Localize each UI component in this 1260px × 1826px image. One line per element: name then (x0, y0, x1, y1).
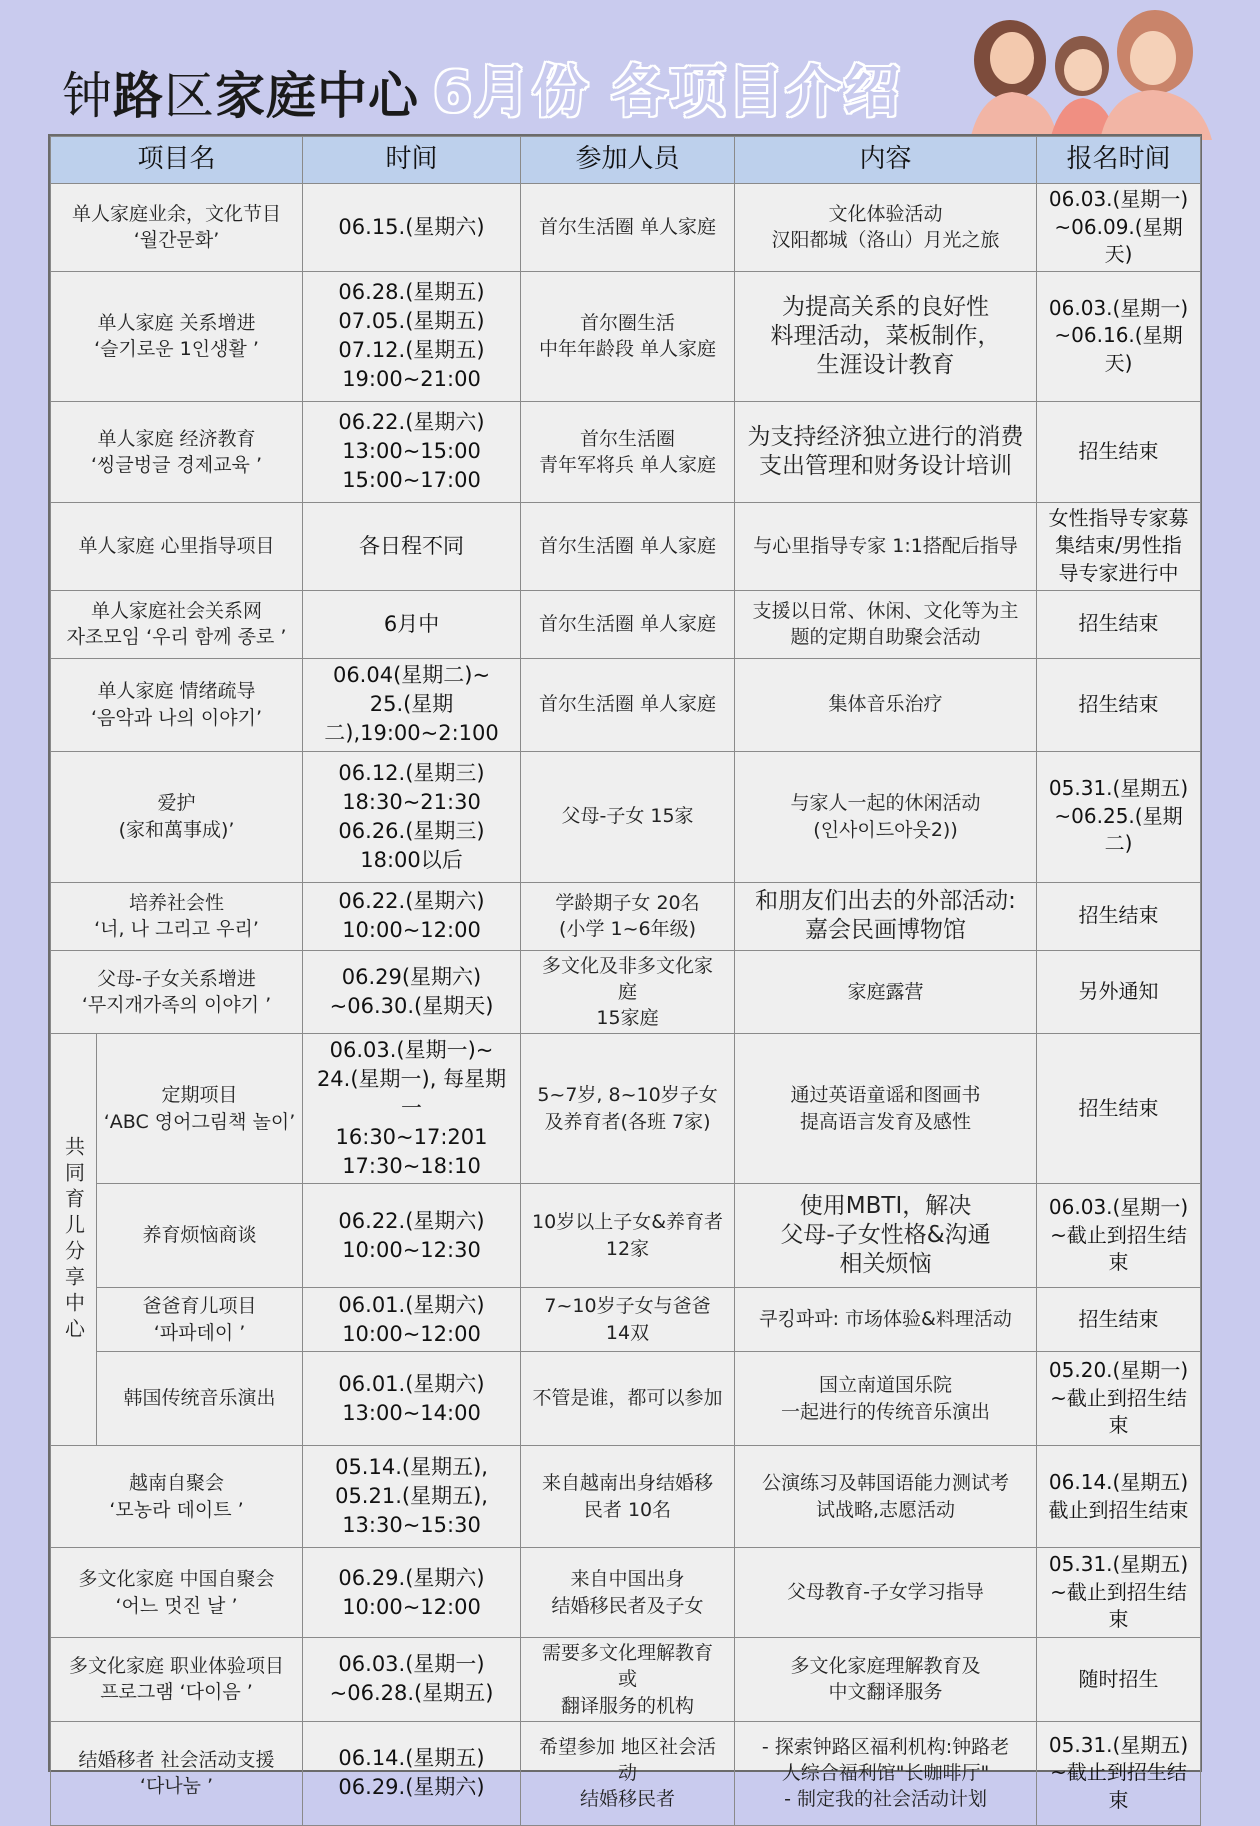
table-row (51, 950, 1201, 1034)
program-name-cell-line: 자조모임 ‘우리 함께 종로 ’ (66, 626, 287, 649)
program-name-cell-line: 单人家庭社会关系网 (91, 599, 263, 622)
program-name-cell (51, 502, 303, 590)
participants-cell-line: 12家 (605, 1237, 650, 1260)
time-cell-line: 10:00~12:30 (342, 1237, 481, 1262)
participants-cell-line: 7~10岁子女与爸爸 (544, 1295, 711, 1318)
program-name-cell (51, 950, 303, 1034)
content-cell-line: 国立南道国乐院 (819, 1374, 953, 1397)
registration-cell-line: ~截止到招生结 (1050, 1579, 1187, 1604)
time-cell-line: 06.22.(星期六) (338, 889, 485, 914)
participants-cell-line: 希望参加 地区社会活 (538, 1735, 717, 1758)
content-cell-line: 相关烦恼 (839, 1250, 932, 1277)
time-cell-line: 06.22.(星期六) (338, 1208, 485, 1233)
participants-cell-line: 首尔生活圈 单人家庭 (538, 216, 717, 239)
registration-cell (1037, 1548, 1201, 1638)
registration-cell-line: 06.03.(星期一) (1048, 295, 1189, 320)
col-header-time: 时间 (303, 137, 521, 184)
participants-cell (521, 1721, 735, 1825)
content-cell-line: 为支持经济独立进行的消费 (747, 424, 1024, 451)
time-cell (303, 1034, 521, 1184)
program-name-cell (51, 1548, 303, 1638)
col-header-content: 内容 (735, 137, 1037, 184)
program-table (50, 136, 1201, 1826)
program-name-cell-line: ‘음악과 나의 이야기’ (91, 706, 262, 729)
time-cell (303, 1288, 521, 1352)
table-row (51, 1352, 1201, 1446)
participants-cell (521, 950, 735, 1034)
participants-cell (521, 401, 735, 502)
registration-cell-line: 招生结束 (1078, 1095, 1159, 1120)
time-cell-line: 10:00~12:00 (342, 1321, 481, 1346)
participants-cell-line: (小学 1~6年级) (559, 918, 696, 941)
registration-cell-line: 集结束/男性指 (1055, 533, 1182, 558)
registration-cell-line: 05.31.(星期五) (1048, 776, 1189, 801)
participants-cell (521, 882, 735, 950)
registration-cell-line: 束 (1108, 1413, 1129, 1438)
table-row (51, 590, 1201, 658)
registration-cell (1037, 502, 1201, 590)
program-name-cell-line: 单人家庭 心里指导项目 (78, 535, 275, 558)
content-cell-line: 人综合福利馆"长咖啡厅" (781, 1762, 990, 1785)
content-cell (735, 1184, 1037, 1288)
time-cell-line: 24.(星期一), 每星期一 (316, 1067, 507, 1121)
time-cell-line: 06.14.(星期五) (338, 1746, 485, 1771)
registration-cell (1037, 401, 1201, 502)
time-cell-line: 各日程不同 (359, 533, 465, 558)
time-cell-line: 06.15.(星期六) (338, 214, 485, 239)
participants-cell-line: 父母-子女 15家 (561, 805, 694, 828)
content-cell (735, 590, 1037, 658)
content-cell (735, 1288, 1037, 1352)
content-cell (735, 751, 1037, 882)
time-cell-line: 06.12.(星期三) (338, 760, 485, 785)
table-row (51, 1288, 1201, 1352)
participants-cell (521, 1352, 735, 1446)
participants-cell-line: 结婚移民者 (580, 1788, 676, 1811)
participants-cell-line: 及养育者(各班 7家) (544, 1110, 711, 1133)
time-cell (303, 1352, 521, 1446)
program-name-cell-line: 结婚移者 社会活动支援 (78, 1749, 275, 1771)
registration-cell-line: 女性指导专家募 (1048, 505, 1189, 530)
title-district (62, 56, 419, 128)
program-name-cell (51, 271, 303, 401)
participants-cell-line: 首尔生活圈 (580, 427, 676, 450)
program-name-cell-line: 프로그램 ‘다이음 ’ (100, 1681, 253, 1704)
registration-cell-line: 束 (1108, 1607, 1129, 1632)
program-name-cell (51, 1721, 303, 1825)
content-cell-line: 题的定期自助聚会活动 (790, 626, 981, 649)
participants-cell (521, 1548, 735, 1638)
participants-cell (521, 271, 735, 401)
table-row (51, 1034, 1201, 1184)
content-cell-line: 料理活动，菜板制作， (770, 322, 1001, 349)
page-title (62, 38, 901, 128)
table-row (51, 1638, 1201, 1722)
participants-cell-line: 结婚移民者及子女 (551, 1594, 704, 1617)
time-cell-line: 13:30~15:30 (342, 1513, 481, 1538)
program-name-cell-line: 多文化家庭 中国自聚会 (78, 1568, 275, 1591)
time-cell (303, 658, 521, 751)
registration-cell-line: 束 (1108, 1250, 1129, 1275)
program-name-cell (97, 1034, 303, 1184)
table-row (51, 751, 1201, 882)
program-name-cell-line: ‘무지개가족의 이야기 ’ (81, 993, 272, 1016)
program-name-cell-line: 养育烦恼商谈 (142, 1224, 257, 1247)
content-cell-line: 支出管理和财务设计培训 (759, 452, 1013, 479)
time-cell (303, 1446, 521, 1548)
registration-cell-line: ~06.16.(星期天) (1054, 323, 1183, 376)
participants-cell-line: 14双 (605, 1321, 650, 1344)
time-cell-line: 10:00~12:00 (342, 1594, 481, 1619)
program-name-cell-line: 培养社会性 (129, 891, 225, 914)
content-cell-line: (인사이드아웃2)) (813, 818, 958, 841)
program-name-cell-line: 单人家庭 关系增进 (97, 312, 256, 335)
time-cell-line: 07.12.(星期五) (338, 338, 485, 363)
col-header-participants: 参加人员 (521, 137, 735, 184)
time-cell (303, 1638, 521, 1722)
program-name-cell (97, 1352, 303, 1446)
program-name-cell-line: ‘씽글벙글 경제교육 ’ (91, 453, 262, 476)
participants-cell (521, 751, 735, 882)
registration-cell (1037, 184, 1201, 272)
registration-cell-line: 另外通知 (1078, 979, 1159, 1004)
registration-cell-line: ~截止到招生结 (1050, 1222, 1187, 1247)
table-row (51, 882, 1201, 950)
content-cell-line: 公演练习及韩国语能力测试考 (762, 1472, 1010, 1495)
participants-cell (521, 502, 735, 590)
content-cell-line: 家庭露营 (847, 980, 924, 1003)
table-row (51, 271, 1201, 401)
participants-cell-line: 或 (618, 1668, 638, 1691)
participants-cell-line: 民者 10名 (583, 1498, 672, 1521)
participants-cell (521, 1184, 735, 1288)
registration-cell-line: 截止到招生结束 (1048, 1497, 1189, 1522)
time-cell-line: 05.14.(星期五), (335, 1455, 488, 1480)
content-cell-line: 与家人一起的休闲活动 (790, 792, 981, 815)
content-cell-line: 쿠킹파파: 市场体验&料理活动 (759, 1308, 1012, 1331)
program-name-cell-line: 单人家庭 经济教育 (97, 427, 256, 450)
time-cell-line: 06.28.(星期五) (338, 280, 485, 305)
program-name-cell-line: ‘다나눔 ’ (139, 1775, 214, 1798)
program-name-cell-line: 越南自聚会 (129, 1472, 225, 1495)
content-cell (735, 502, 1037, 590)
content-cell-line: 父母-子女性格&沟通 (780, 1222, 991, 1249)
participants-cell-line: 首尔圈生活 (580, 312, 676, 335)
registration-cell-line: ~06.25.(星期二) (1054, 803, 1183, 856)
participants-cell-line: 庭 (618, 980, 638, 1003)
program-name-cell-line: 爱护 (157, 792, 196, 815)
registration-cell-line: ~06.09.(星期天) (1054, 214, 1183, 267)
program-name-cell-line: ‘모농라 데이트 ’ (109, 1498, 244, 1521)
registration-cell (1037, 751, 1201, 882)
time-cell-line: 13:00~15:00 (342, 439, 481, 464)
table-row (51, 401, 1201, 502)
title-char-3: 区 (164, 67, 215, 125)
program-name-cell-line: 父母-子女关系增进 (97, 967, 256, 990)
content-cell-line: 父母教育-子女学习指导 (787, 1581, 984, 1604)
participants-cell (521, 1446, 735, 1548)
registration-cell (1037, 1638, 1201, 1722)
participants-cell-line: 10岁以上子女&养育者 (532, 1211, 724, 1234)
content-cell (735, 1034, 1037, 1184)
registration-cell-line: 束 (1108, 1788, 1129, 1813)
title-subtitle: 6月份 各项目介绍 (433, 60, 902, 125)
registration-cell (1037, 1288, 1201, 1352)
program-name-cell (51, 882, 303, 950)
time-cell-line: 06.22.(星期六) (338, 410, 485, 435)
participants-cell-line: 15家庭 (596, 1007, 659, 1029)
registration-cell (1037, 1034, 1201, 1184)
participants-cell-line: 学龄期子女 20名 (555, 891, 700, 914)
registration-cell-line: 05.31.(星期五) (1048, 1732, 1189, 1757)
content-cell-line: - 探索钟路区福利机构:钟路老 (761, 1735, 1010, 1758)
registration-cell (1037, 271, 1201, 401)
time-cell (303, 882, 521, 950)
program-name-cell-line: ‘파파데이 ’ (153, 1321, 246, 1344)
time-cell-line: 18:00以后 (360, 847, 463, 872)
title-char-1: 钟 (62, 67, 113, 125)
program-name-cell-line: 多文化家庭 职业体验项目 (68, 1655, 285, 1678)
col-header-name: 项目名 (51, 137, 303, 184)
registration-cell (1037, 1352, 1201, 1446)
registration-cell-line: 导专家进行中 (1058, 560, 1179, 585)
participants-cell-line: 青年军将兵 单人家庭 (538, 453, 717, 476)
content-cell-line: 与心里指导专家 1:1搭配后指导 (753, 535, 1018, 558)
participants-cell (521, 590, 735, 658)
time-cell-line: 06.29.(星期六) (338, 1775, 485, 1800)
registration-cell (1037, 882, 1201, 950)
time-cell-line: 15:00~17:00 (342, 468, 481, 493)
registration-cell (1037, 658, 1201, 751)
participants-cell-line: 多文化及非多文化家 (542, 954, 714, 977)
participants-cell-line: 翻译服务的机构 (561, 1694, 695, 1717)
program-name-cell (97, 1184, 303, 1288)
content-cell (735, 1446, 1037, 1548)
time-cell-line: 06.03.(星期一)~ (329, 1038, 494, 1063)
content-cell (735, 184, 1037, 272)
content-cell-line: 和朋友们出去的外部活动: (755, 888, 1016, 915)
time-cell-line: 06.03.(星期一) (338, 1652, 485, 1677)
program-name-cell-line: 单人家庭业余，文化节目 (72, 203, 282, 226)
time-cell (303, 1184, 521, 1288)
content-cell-line: 为提高关系的良好性 (782, 294, 990, 321)
time-cell-line: 06.04(星期二)~ (332, 663, 491, 688)
registration-cell (1037, 1446, 1201, 1548)
program-name-cell-line: 爸爸育儿项目 (142, 1295, 257, 1318)
group-label: 共同育儿分享中心 (61, 1135, 86, 1344)
time-cell (303, 502, 521, 590)
participants-cell (521, 184, 735, 272)
content-cell-line: 集体音乐治疗 (828, 693, 943, 716)
table-row (51, 1721, 1201, 1825)
registration-cell-line: 06.14.(星期五) (1048, 1469, 1189, 1494)
table-row (51, 1184, 1201, 1288)
registration-cell-line: ~截止到招生结 (1050, 1385, 1187, 1410)
participants-cell-line: 动 (618, 1762, 638, 1785)
table-row (51, 184, 1201, 272)
program-name-cell-line: 韩国传统音乐演出 (123, 1387, 276, 1410)
participants-cell-line: 来自中国出身 (570, 1568, 685, 1591)
time-cell-line: 16:30~17:201 (335, 1125, 488, 1150)
program-name-cell (51, 401, 303, 502)
registration-cell-line: 招生结束 (1078, 438, 1159, 463)
content-cell-line: 中文翻译服务 (828, 1681, 943, 1704)
table-row (51, 1446, 1201, 1548)
group-label-cell (51, 1034, 97, 1446)
time-cell-line: ~06.28.(星期五) (329, 1681, 494, 1706)
program-name-cell-line: ‘슬기로운 1인생활 ’ (94, 338, 259, 361)
registration-cell-line: ~截止到招生结 (1050, 1760, 1187, 1785)
registration-cell (1037, 590, 1201, 658)
time-cell-line: 13:00~14:00 (342, 1400, 481, 1425)
content-cell-line: - 制定我的社会活动计划 (784, 1788, 987, 1811)
content-cell (735, 401, 1037, 502)
program-name-cell-line: ‘월간문화’ (133, 229, 220, 252)
time-cell-line: ~06.30.(星期天) (329, 993, 494, 1018)
registration-cell-line: 招生结束 (1078, 691, 1159, 716)
registration-cell-line: 05.31.(星期五) (1048, 1552, 1189, 1577)
time-cell (303, 271, 521, 401)
time-cell-line: 07.05.(星期五) (338, 309, 485, 334)
time-cell-line: 06.26.(星期三) (338, 818, 485, 843)
content-cell-line: 试战略,志愿活动 (815, 1498, 956, 1521)
table-row (51, 658, 1201, 751)
participants-cell-line: 5~7岁, 8~10岁子女 (537, 1084, 718, 1107)
program-name-cell (51, 658, 303, 751)
time-cell-line: 05.21.(星期五), (335, 1484, 488, 1509)
content-cell-line: 汉阳都城（洛山）月光之旅 (771, 229, 1000, 252)
table-row (51, 1548, 1201, 1638)
time-cell-line: 17:30~18:10 (342, 1154, 481, 1179)
registration-cell-line: 招生结束 (1078, 903, 1159, 928)
content-cell (735, 271, 1037, 401)
time-cell (303, 184, 521, 272)
registration-cell (1037, 950, 1201, 1034)
content-cell (735, 1548, 1037, 1638)
participants-cell-line: 需要多文化理解教育 (542, 1642, 714, 1665)
program-name-cell-line: 定期项目 (161, 1084, 238, 1107)
content-cell (735, 1638, 1037, 1722)
title-center-name: 家庭中心 (215, 67, 419, 125)
participants-cell (521, 1638, 735, 1722)
participants-cell-line: 来自越南出身结婚移 (542, 1472, 714, 1495)
registration-cell (1037, 1184, 1201, 1288)
content-cell-line: 通过英语童谣和图画书 (790, 1084, 981, 1107)
program-name-cell-line: (家和萬事成)’ (118, 818, 235, 841)
program-name-cell-line: ‘너, 나 그리고 우리’ (94, 918, 259, 941)
content-cell-line: 提高语言发育及感性 (800, 1110, 972, 1133)
time-cell (303, 950, 521, 1034)
program-name-cell-line: 单人家庭 情绪疏导 (97, 680, 256, 703)
registration-cell-line: 随时招生 (1078, 1666, 1159, 1691)
content-cell (735, 950, 1037, 1034)
time-cell-line: 25.(星期 (369, 692, 454, 717)
content-cell (735, 1721, 1037, 1825)
time-cell-line: 18:30~21:30 (342, 789, 481, 814)
content-cell (735, 658, 1037, 751)
participants-cell-line: 中年年龄段 单人家庭 (538, 338, 717, 361)
participants-cell (521, 658, 735, 751)
time-cell-line: 06.01.(星期六) (338, 1292, 485, 1317)
program-name-cell (51, 1638, 303, 1722)
time-cell-line: 06.29.(星期六) (338, 1565, 485, 1590)
content-cell (735, 1352, 1037, 1446)
time-cell (303, 1721, 521, 1825)
program-name-cell (51, 590, 303, 658)
content-cell-line: 文化体验活动 (828, 203, 943, 226)
registration-cell-line: 招生结束 (1078, 611, 1159, 636)
content-cell-line: 多文化家庭理解教育及 (790, 1655, 981, 1678)
time-cell-line: 二),19:00~2:100 (324, 721, 499, 746)
registration-cell-line: 招生结束 (1078, 1306, 1159, 1331)
participants-cell (521, 1034, 735, 1184)
registration-cell-line: 06.03.(星期一) (1048, 187, 1189, 211)
program-name-cell (97, 1288, 303, 1352)
program-name-cell (51, 184, 303, 272)
participants-cell (521, 1288, 735, 1352)
content-cell-line: 生涯设计教育 (816, 351, 955, 378)
program-name-cell (51, 1446, 303, 1548)
program-table-frame (48, 134, 1202, 1813)
table-row (51, 502, 1201, 590)
program-name-cell-line: ‘어느 멋진 날 ’ (115, 1594, 238, 1617)
time-cell (303, 1548, 521, 1638)
time-cell-line: 10:00~12:00 (342, 918, 481, 943)
time-cell (303, 590, 521, 658)
registration-cell-line: 06.03.(星期一) (1048, 1195, 1189, 1220)
time-cell-line: 19:00~21:00 (342, 367, 481, 392)
family-illustration (950, 0, 1220, 140)
registration-cell-line: 05.20.(星期一) (1048, 1358, 1189, 1383)
participants-cell-line: 不管是谁，都可以参加 (532, 1387, 723, 1410)
registration-cell (1037, 1721, 1201, 1825)
time-cell (303, 401, 521, 502)
content-cell-line: 支援以日常、休闲、文化等为主 (752, 599, 1019, 622)
program-name-cell-line: ‘ABC 영어그림책 놀이’ (103, 1110, 296, 1133)
program-name-cell (51, 751, 303, 882)
participants-cell-line: 首尔生活圈 单人家庭 (538, 535, 717, 558)
col-header-registration: 报名时间 (1037, 137, 1201, 184)
time-cell (303, 751, 521, 882)
content-cell (735, 882, 1037, 950)
table-header-row (51, 137, 1201, 184)
content-cell-line: 使用MBTI，解决 (799, 1193, 972, 1220)
title-char-2: 路 (113, 67, 164, 125)
content-cell-line: 嘉会民画博物馆 (805, 917, 967, 944)
time-cell-line: 6月中 (383, 611, 440, 636)
time-cell-line: 06.01.(星期六) (338, 1371, 485, 1396)
content-cell-line: 一起进行的传统音乐演出 (781, 1400, 991, 1423)
participants-cell-line: 首尔生活圈 单人家庭 (538, 612, 717, 635)
time-cell-line: 06.29(星期六) (341, 964, 482, 989)
participants-cell-line: 首尔生活圈 单人家庭 (538, 693, 717, 716)
